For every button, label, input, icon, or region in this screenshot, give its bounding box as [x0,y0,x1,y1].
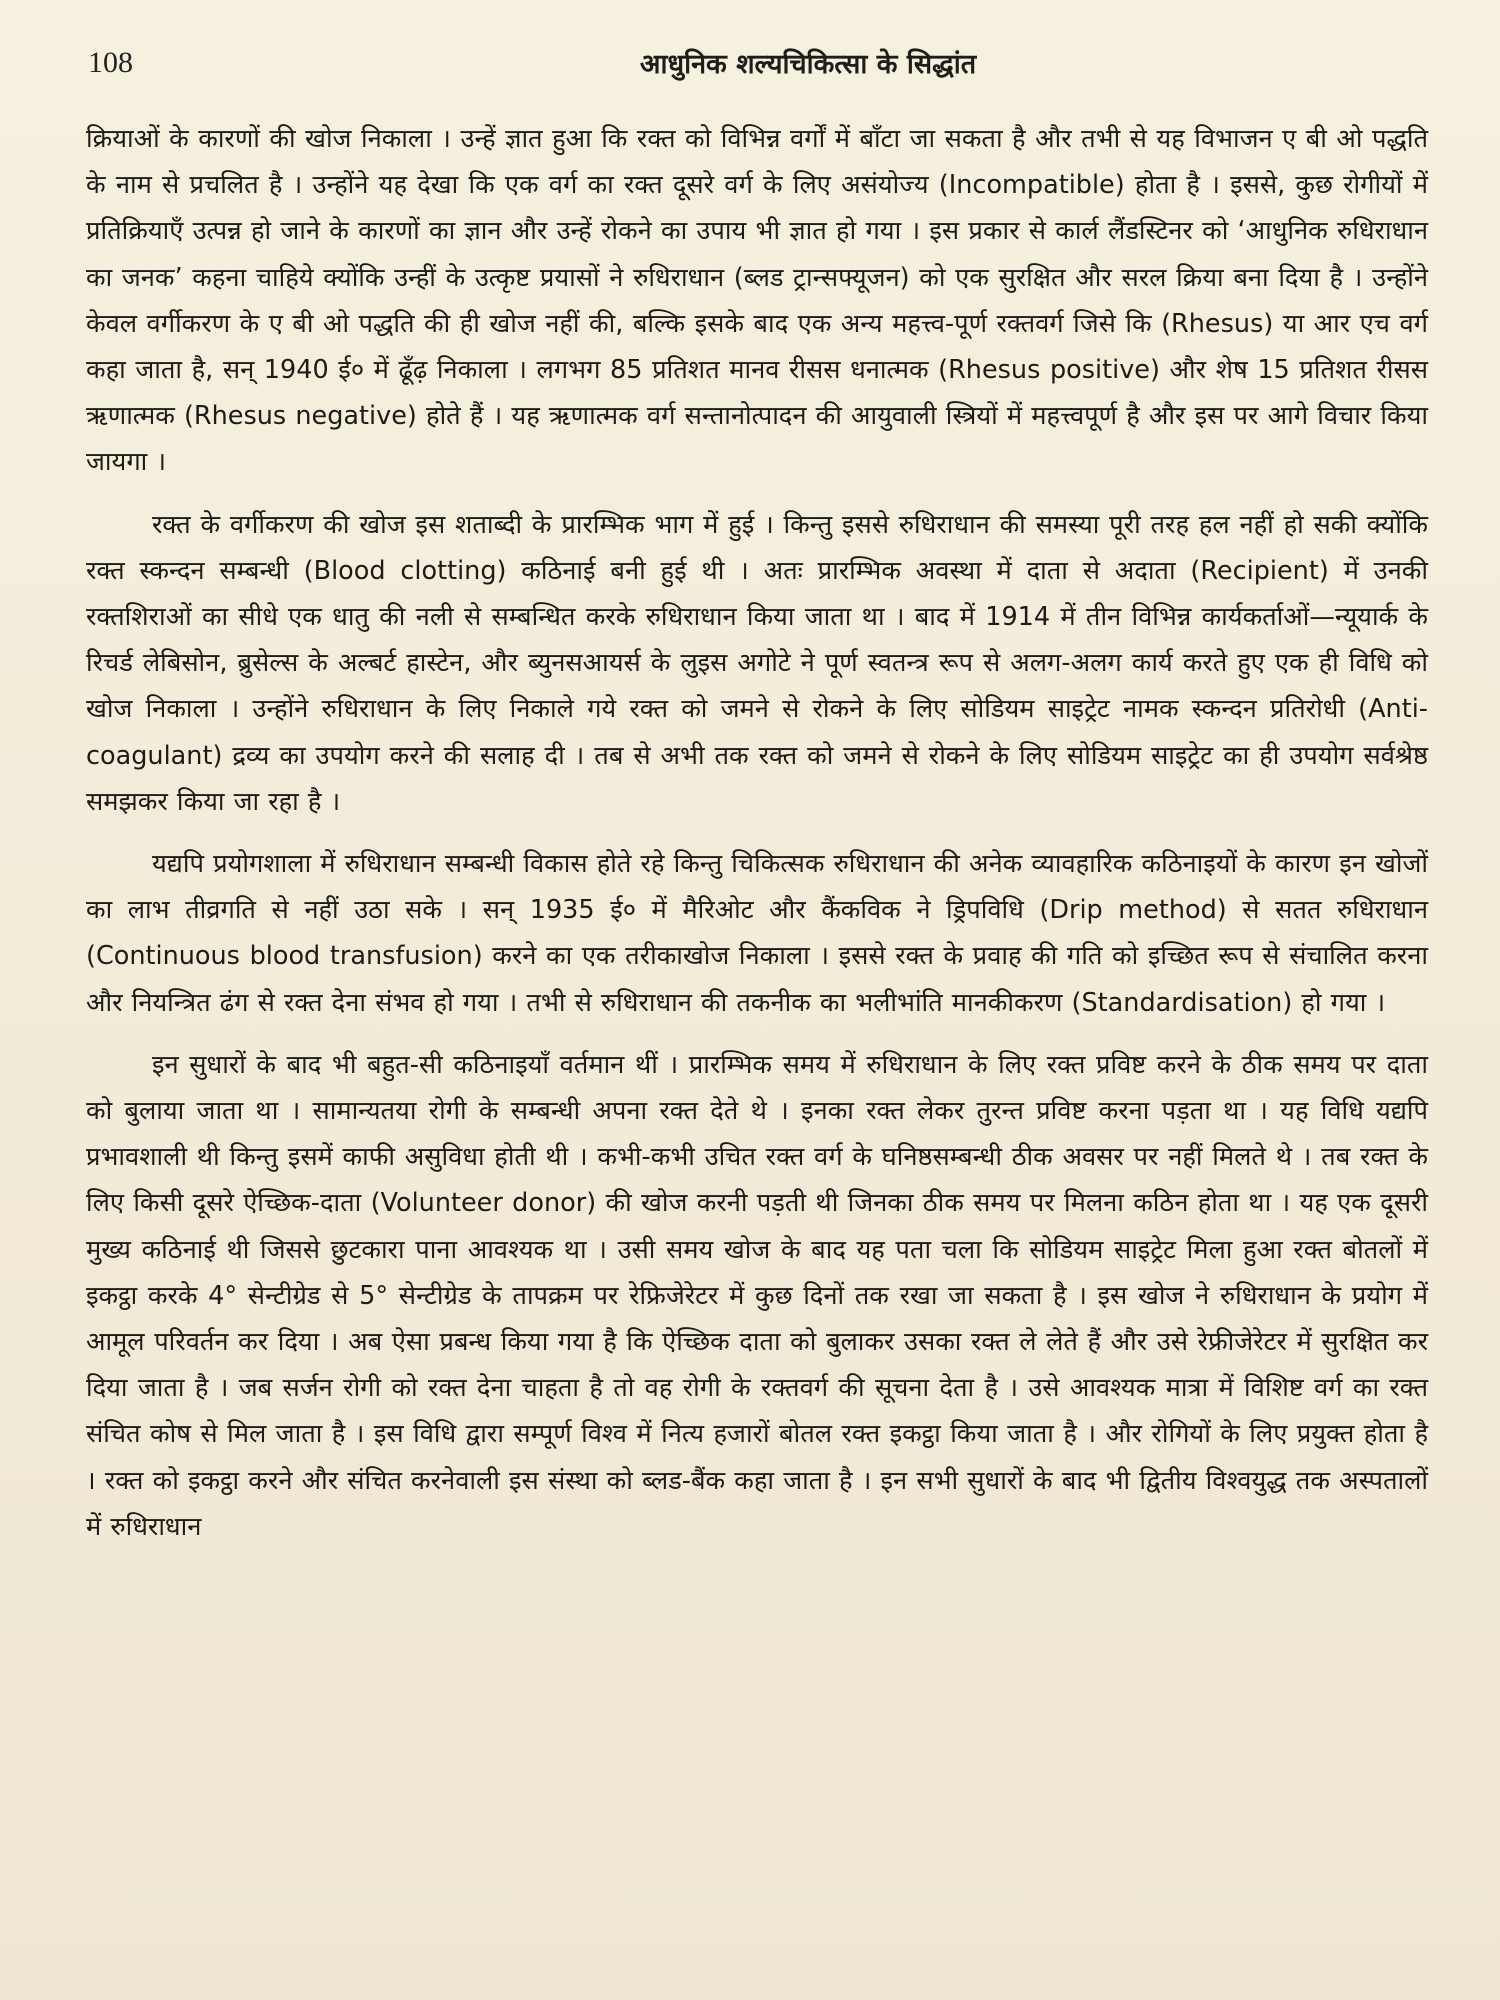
running-title: आधुनिक शल्यचिकित्सा के सिद्धांत [639,49,977,80]
paragraph-4: इन सुधारों के बाद भी बहुत-सी कठिनाइयाँ वर्तमान थीं । प्रारम्भिक समय में रुधिराधान के लिए रक्त प्रविष्ट करने के ठीक समय पर दाता को बुलाया जाता था । सामान्यतया रोगी के सम्बन्धी अपना रक्त देते थे । इनका रक्त लेकर तुरन्त प्रविष्ट करना पड़ता था । यह विधि यद्यपि प्रभावशाली थी किन्तु इसमें काफी असुविधा होती थी । कभी-कभी उचित रक्त वर्ग के घनिष्ठसम्बन्धी ठीक अवसर पर नहीं मिलते थे । तब रक्त के लिए किसी दूसरे ऐच्छिक-दाता (Volunteer donor) की खोज करनी पड़ती थी जिनका ठीक समय पर मिलना कठिन होता था । यह एक दूसरी मुख्य कठिनाई थी जिससे छुटकारा पाना आवश्यक था । उसी समय खोज के बाद यह पता चला कि सोडियम साइट्रेट मिला हुआ रक्त बोतलों में इकट्ठा करके 4° सेन्टीग्रेड से 5° सेन्टीग्रेड के तापक्रम पर रेफ्रिजेरेटर में कुछ दिनों तक रखा जा सकता है । इस खोज ने रुधिराधान के प्रयोग में आमूल परिवर्तन कर दिया । अब ऐसा प्रबन्ध किया गया है कि ऐच्छिक दाता को बुलाकर उसका रक्त ले लेते हैं और उसे रेफ्रीजेरेटर में सुरक्षित कर दिया जाता है । जब सर्जन रोगी को रक्त देना चाहता है तो वह रोगी के रक्तवर्ग की सूचना देता है । उसे आवश्यक मात्रा में विशिष्ट वर्ग का रक्त संचित कोष से मिल जाता है । इस विधि द्वारा सम्पूर्ण विश्व में नित्य हजारों बोतल रक्त इकट्ठा किया जाता है । और रोगियों के लिए प्रयुक्त होता है । रक्त को इकट्ठा करने और संचित करनेवाली इस संस्था को ब्लड-बैंक कहा जाता है । इन सभी सुधारों के बाद भी द्वितीय विश्वयुद्ध तक अस्पतालों में रुधिराधान [86,1049,1428,1542]
paragraph-2: रक्त के वर्गीकरण की खोज इस शताब्दी के प्रारम्भिक भाग में हुई । किन्तु इससे रुधिराधान की समस्या पूरी तरह हल नहीं हो सकी क्योंकि रक्त स्कन्दन सम्बन्धी (Blood clotting) कठिनाई बनी हुई थी । अतः प्रारम्भिक अवस्था में दाता से अदाता (Recipient) में उनकी रक्तशिराओं का सीधे एक धातु की नली से सम्बन्धित करके रुधिराधान किया जाता था । बाद में 1914 में तीन विभिन्न कार्यकर्ताओं—न्यूयार्क के रिचर्ड लेबिसोन, ब्रुसेल्स के अल्बर्ट हास्टेन, और ब्युनसआयर्स के लुइस अगोटे ने पूर्ण स्वतन्त्र रूप से अलग-अलग कार्य करते हुए एक ही विधि को खोज निकाला । उन्होंने रुधिराधान के लिए निकाले गये रक्त को जमने से रोकने के लिए सोडियम साइट्रेट नामक स्कन्दन प्रतिरोधी (Anti-coagulant) द्रव्य का उपयोग करने की सलाह दी । तब से अभी तक रक्त को जमने से रोकने के लिए सोडियम साइट्रेट का ही उपयोग सर्वश्रेष्ठ समझकर किया जा रहा है । [86,509,1428,817]
page-number: 108 [88,46,133,79]
paragraph-1: क्रियाओं के कारणों की खोज निकाला । उन्हें ज्ञात हुआ कि रक्त को विभिन्न वर्गों में बाँटा जा सकता है और तभी से यह विभाजन ए बी ओ पद्धति के नाम से प्रचलित है । उन्होंने यह देखा कि एक वर्ग का रक्त दूसरे वर्ग के लिए असंयोज्य (Incompatible) होता है । इससे, कुछ रोगीयों में प्रतिक्रियाएँ उत्पन्न हो जाने के कारणों का ज्ञान और उन्हें रोकने का उपाय भी ज्ञात हो गया । इस प्रकार से कार्ल लैंडस्टिनर को ‘आधुनिक रुधिराधान का जनक’ कहना चाहिये क्योंकि उन्हीं के उत्कृष्ट प्रयासों ने रुधिराधान (ब्लड ट्रान्सफ्यूजन) को एक सुरक्षित और सरल क्रिया बना दिया है । उन्होंने केवल वर्गीकरण के ए बी ओ पद्धति की ही खोज नहीं की, बल्कि इसके बाद एक अन्य महत्त्व-पूर्ण रक्तवर्ग जिसे कि (Rhesus) या आर एच वर्ग कहा जाता है, सन् 1940 ई० में ढूँढ़ निकाला । लगभग 85 प्रतिशत मानव रीसस धनात्मक (Rhesus positive) और शेष 15 प्रतिशत रीसस ऋणात्मक (Rhesus negative) होते हैं । यह ऋणात्मक वर्ग सन्तानोत्पादन की आयुवाली स्त्रियों में महत्त्वपूर्ण है और इस पर आगे विचार किया जायगा । [86,124,1428,478]
page-header [88,38,1428,94]
body-text [86,116,1428,1550]
paragraph-3: यद्यपि प्रयोगशाला में रुधिराधान सम्बन्धी विकास होते रहे किन्तु चिकित्सक रुधिराधान की अनेक व्यावहारिक कठिनाइयों के कारण इन खोजों का लाभ तीव्रगति से नहीं उठा सके । सन् 1935 ई० में मैरिओट और कैंकविक ने ड्रिपविधि (Drip method) से सतत रुधिराधान (Continuous blood transfusion) करने का एक तरीकाखोज निकाला । इससे रक्त के प्रवाह की गति को इच्छित रूप से संचालित करना और नियन्त्रित ढंग से रक्त देना संभव हो गया । तभी से रुधिराधान की तकनीक का भलीभांति मानकीकरण (Standardisation) हो गया । [86,849,1428,1018]
